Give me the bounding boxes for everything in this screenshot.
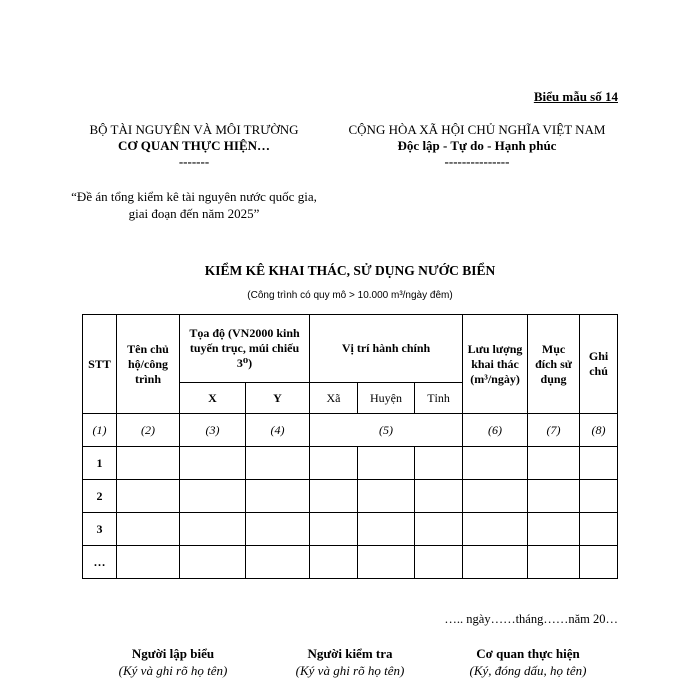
table-cell [310,480,358,513]
table-row [83,447,618,480]
table-cell [246,480,310,513]
left-header [70,122,318,169]
column-number: (2) [117,414,180,447]
row-number: 1 [83,447,117,480]
signature-role: Cơ quan thực hiện [476,646,580,661]
national-motto: Độc lập - Tự do - Hạnh phúc [397,138,557,153]
table-cell [117,546,180,579]
document-subtitle: (Công trình có quy mô > 10.000 m³/ngày đêm) [247,290,453,301]
table-cell [415,447,463,480]
table-cell [528,480,580,513]
header-stt: STT [83,315,117,414]
right-divider: --------------- [444,154,510,169]
ministry-name: BỘ TÀI NGUYÊN VÀ MÔI TRƯỜNG [89,122,299,137]
table-cell [117,513,180,546]
header-district: Huyện [358,383,415,414]
column-number: (4) [246,414,310,447]
right-header [318,122,636,169]
header-flow: Lưu lượng khai thác (m³/ngày) [463,315,528,414]
header-y: Y [246,383,310,414]
table-cell [580,546,618,579]
table-cell [246,513,310,546]
header-note: Ghi chú [580,315,618,414]
signature-agency [438,645,618,679]
header-x: X [180,383,246,414]
column-number: (6) [463,414,528,447]
header-coordinates: Tọa độ (VN2000 kinh tuyến trục, múi chiếu 3⁰) [180,315,310,383]
signature-note: (Ký và ghi rõ họ tên) [295,663,405,678]
table-cell [463,513,528,546]
header-purpose: Mục đích sử dụng [528,315,580,414]
table-row [83,513,618,546]
project-name: “Đề án tổng kiểm kê tài nguyên nước quốc gia, giai đoạn đến năm 2025” [71,189,317,221]
table-cell [358,447,415,480]
document-title: KIỂM KÊ KHAI THÁC, SỬ DỤNG NƯỚC BIỂN [204,263,496,278]
header-commune: Xã [310,383,358,414]
table-cell [180,447,246,480]
column-number-row [83,414,618,447]
table-row [83,546,618,579]
table-cell [358,480,415,513]
table-cell [463,546,528,579]
signature-reviewer [260,645,440,679]
table-cell [180,480,246,513]
table-cell [358,513,415,546]
table-row [83,480,618,513]
row-number: 3 [83,513,117,546]
table-cell [180,513,246,546]
table-cell [580,513,618,546]
table-cell [415,513,463,546]
table-cell [580,480,618,513]
column-number: (8) [580,414,618,447]
header-row [83,315,618,383]
country-name: CỘNG HÒA XÃ HỘI CHỦ NGHĨA VIỆT NAM [348,122,606,137]
signature-note: (Ký, đóng dấu, họ tên) [469,663,587,678]
table-cell [528,447,580,480]
table-cell [415,480,463,513]
table-cell [580,447,618,480]
table-cell [310,447,358,480]
table-cell [310,513,358,546]
table-cell [180,546,246,579]
form-number: Biểu mẫu số 14 [533,89,618,104]
table-cell [117,480,180,513]
column-number: (5) [310,414,463,447]
signature-role: Người lập biểu [131,646,215,661]
table-cell [310,546,358,579]
signature-note: (Ký và ghi rõ họ tên) [118,663,228,678]
signature-preparer [83,645,263,679]
agency-name: CƠ QUAN THỰC HIỆN… [117,138,271,153]
signature-role: Người kiểm tra [307,646,393,661]
column-number: (7) [528,414,580,447]
header-admin-location: Vị trí hành chính [310,315,463,383]
row-number: … [83,546,117,579]
column-number: (1) [83,414,117,447]
date-line: ….. ngày……tháng……năm 20… [444,612,618,626]
table-cell [415,546,463,579]
table-cell [246,447,310,480]
table-cell [528,546,580,579]
column-number: (3) [180,414,246,447]
row-number: 2 [83,480,117,513]
table-cell [463,480,528,513]
inventory-table [82,314,618,579]
table-cell [528,513,580,546]
table-cell [246,546,310,579]
table-cell [463,447,528,480]
table-cell [117,447,180,480]
header-province: Tỉnh [415,383,463,414]
header-owner: Tên chủ hộ/công trình [117,315,180,414]
left-divider: ------- [178,154,210,169]
table-cell [358,546,415,579]
